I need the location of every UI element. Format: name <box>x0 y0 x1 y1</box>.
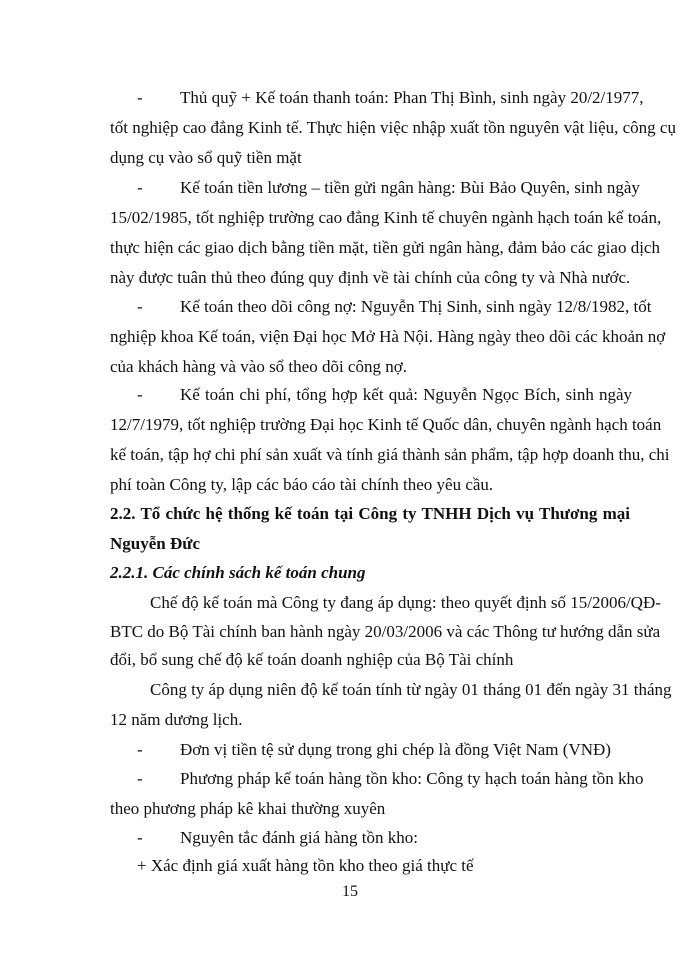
plus-item: + Xác định giá xuất hàng tồn kho theo giá thực tế <box>137 856 474 875</box>
bullet-dash: - <box>137 769 143 788</box>
bullet-dash: - <box>137 740 143 759</box>
bullet-dash: - <box>137 88 143 107</box>
para-line: này được tuân thủ theo đúng quy định về tài chính của công ty và Nhà nước. <box>110 268 631 287</box>
para-line: kế toán, tập hợ chi phí sản xuất và tính giá thành sản phẩm, tập hợp doanh thu, chi <box>110 445 670 464</box>
section-heading: Nguyễn Đức <box>110 534 201 553</box>
bullet-dash: - <box>137 828 143 847</box>
para-line: Kế toán tiền lương – tiền gửi ngân hàng: Bùi Bảo Quyên, sinh ngày <box>180 178 640 197</box>
para-line: đổi, bổ sung chế độ kế toán doanh nghiệp của Bộ Tài chính <box>110 650 514 669</box>
bullet-dash: - <box>137 297 143 316</box>
para-line: thực hiện các giao dịch bằng tiền mặt, tiền gửi ngân hàng, đảm bảo các giao dịch <box>110 238 660 257</box>
bullet-text: theo phương pháp kê khai thường xuyên <box>110 799 386 818</box>
para-line: BTC do Bộ Tài chính ban hành ngày 20/03/2006 và các Thông tư hướng dẫn sửa <box>110 622 661 641</box>
para-line: Kế toán theo dõi công nợ: Nguyễn Thị Sinh, sinh ngày 12/8/1982, tốt <box>180 297 652 316</box>
subsection-heading: 2.2.1. Các chính sách kế toán chung <box>110 563 366 582</box>
page-number: 15 <box>342 883 358 900</box>
para-line: nghiệp khoa Kế toán, viện Đại học Mở Hà Nội. Hàng ngày theo dõi các khoản nợ <box>110 327 666 346</box>
bullet-text: Phương pháp kế toán hàng tồn kho: Công ty hạch toán hàng tồn kho <box>180 769 644 788</box>
para-line: Thủ quỹ + Kế toán thanh toán: Phan Thị Bình, sinh ngày 20/2/1977, <box>180 88 644 107</box>
para-line: 12/7/1979, tốt nghiệp trường Đại học Kinh tế Quốc dân, chuyên ngành hạch toán <box>110 415 662 434</box>
para-line: 12 năm dương lịch. <box>110 710 243 729</box>
para-line: Công ty áp dụng niên độ kế toán tính từ ngày 01 tháng 01 đến ngày 31 tháng <box>150 680 672 699</box>
section-heading: 2.2. Tổ chức hệ thống kế toán tại Công ty TNHH Dịch vụ Thương mại <box>110 504 630 523</box>
para-line: của khách hàng và vào sổ theo dõi công nợ. <box>110 357 407 376</box>
para-line: Chế độ kế toán mà Công ty đang áp dụng: theo quyết định số 15/2006/QĐ- <box>150 593 661 612</box>
para-line: 15/02/1985, tốt nghiệp trường cao đẳng Kinh tế chuyên ngành hạch toán kế toán, <box>110 208 662 227</box>
para-line: Kế toán chi phí, tổng hợp kết quả: Nguyễn Ngọc Bích, sinh ngày <box>180 385 632 404</box>
bullet-dash: - <box>137 385 143 404</box>
para-line: tốt nghiệp cao đẳng Kinh tế. Thực hiện việc nhập xuất tồn nguyên vật liệu, công cụ <box>110 118 676 137</box>
bullet-text: Đơn vị tiền tệ sử dụng trong ghi chép là đồng Việt Nam (VNĐ) <box>180 740 611 759</box>
bullet-dash: - <box>137 178 143 197</box>
para-line: dụng cụ vào sổ quỹ tiền mặt <box>110 148 302 167</box>
bullet-text: Nguyên tắc đánh giá hàng tồn kho: <box>180 828 418 847</box>
para-line: phí toàn Công ty, lập các báo cáo tài chính theo yêu cầu. <box>110 475 494 494</box>
